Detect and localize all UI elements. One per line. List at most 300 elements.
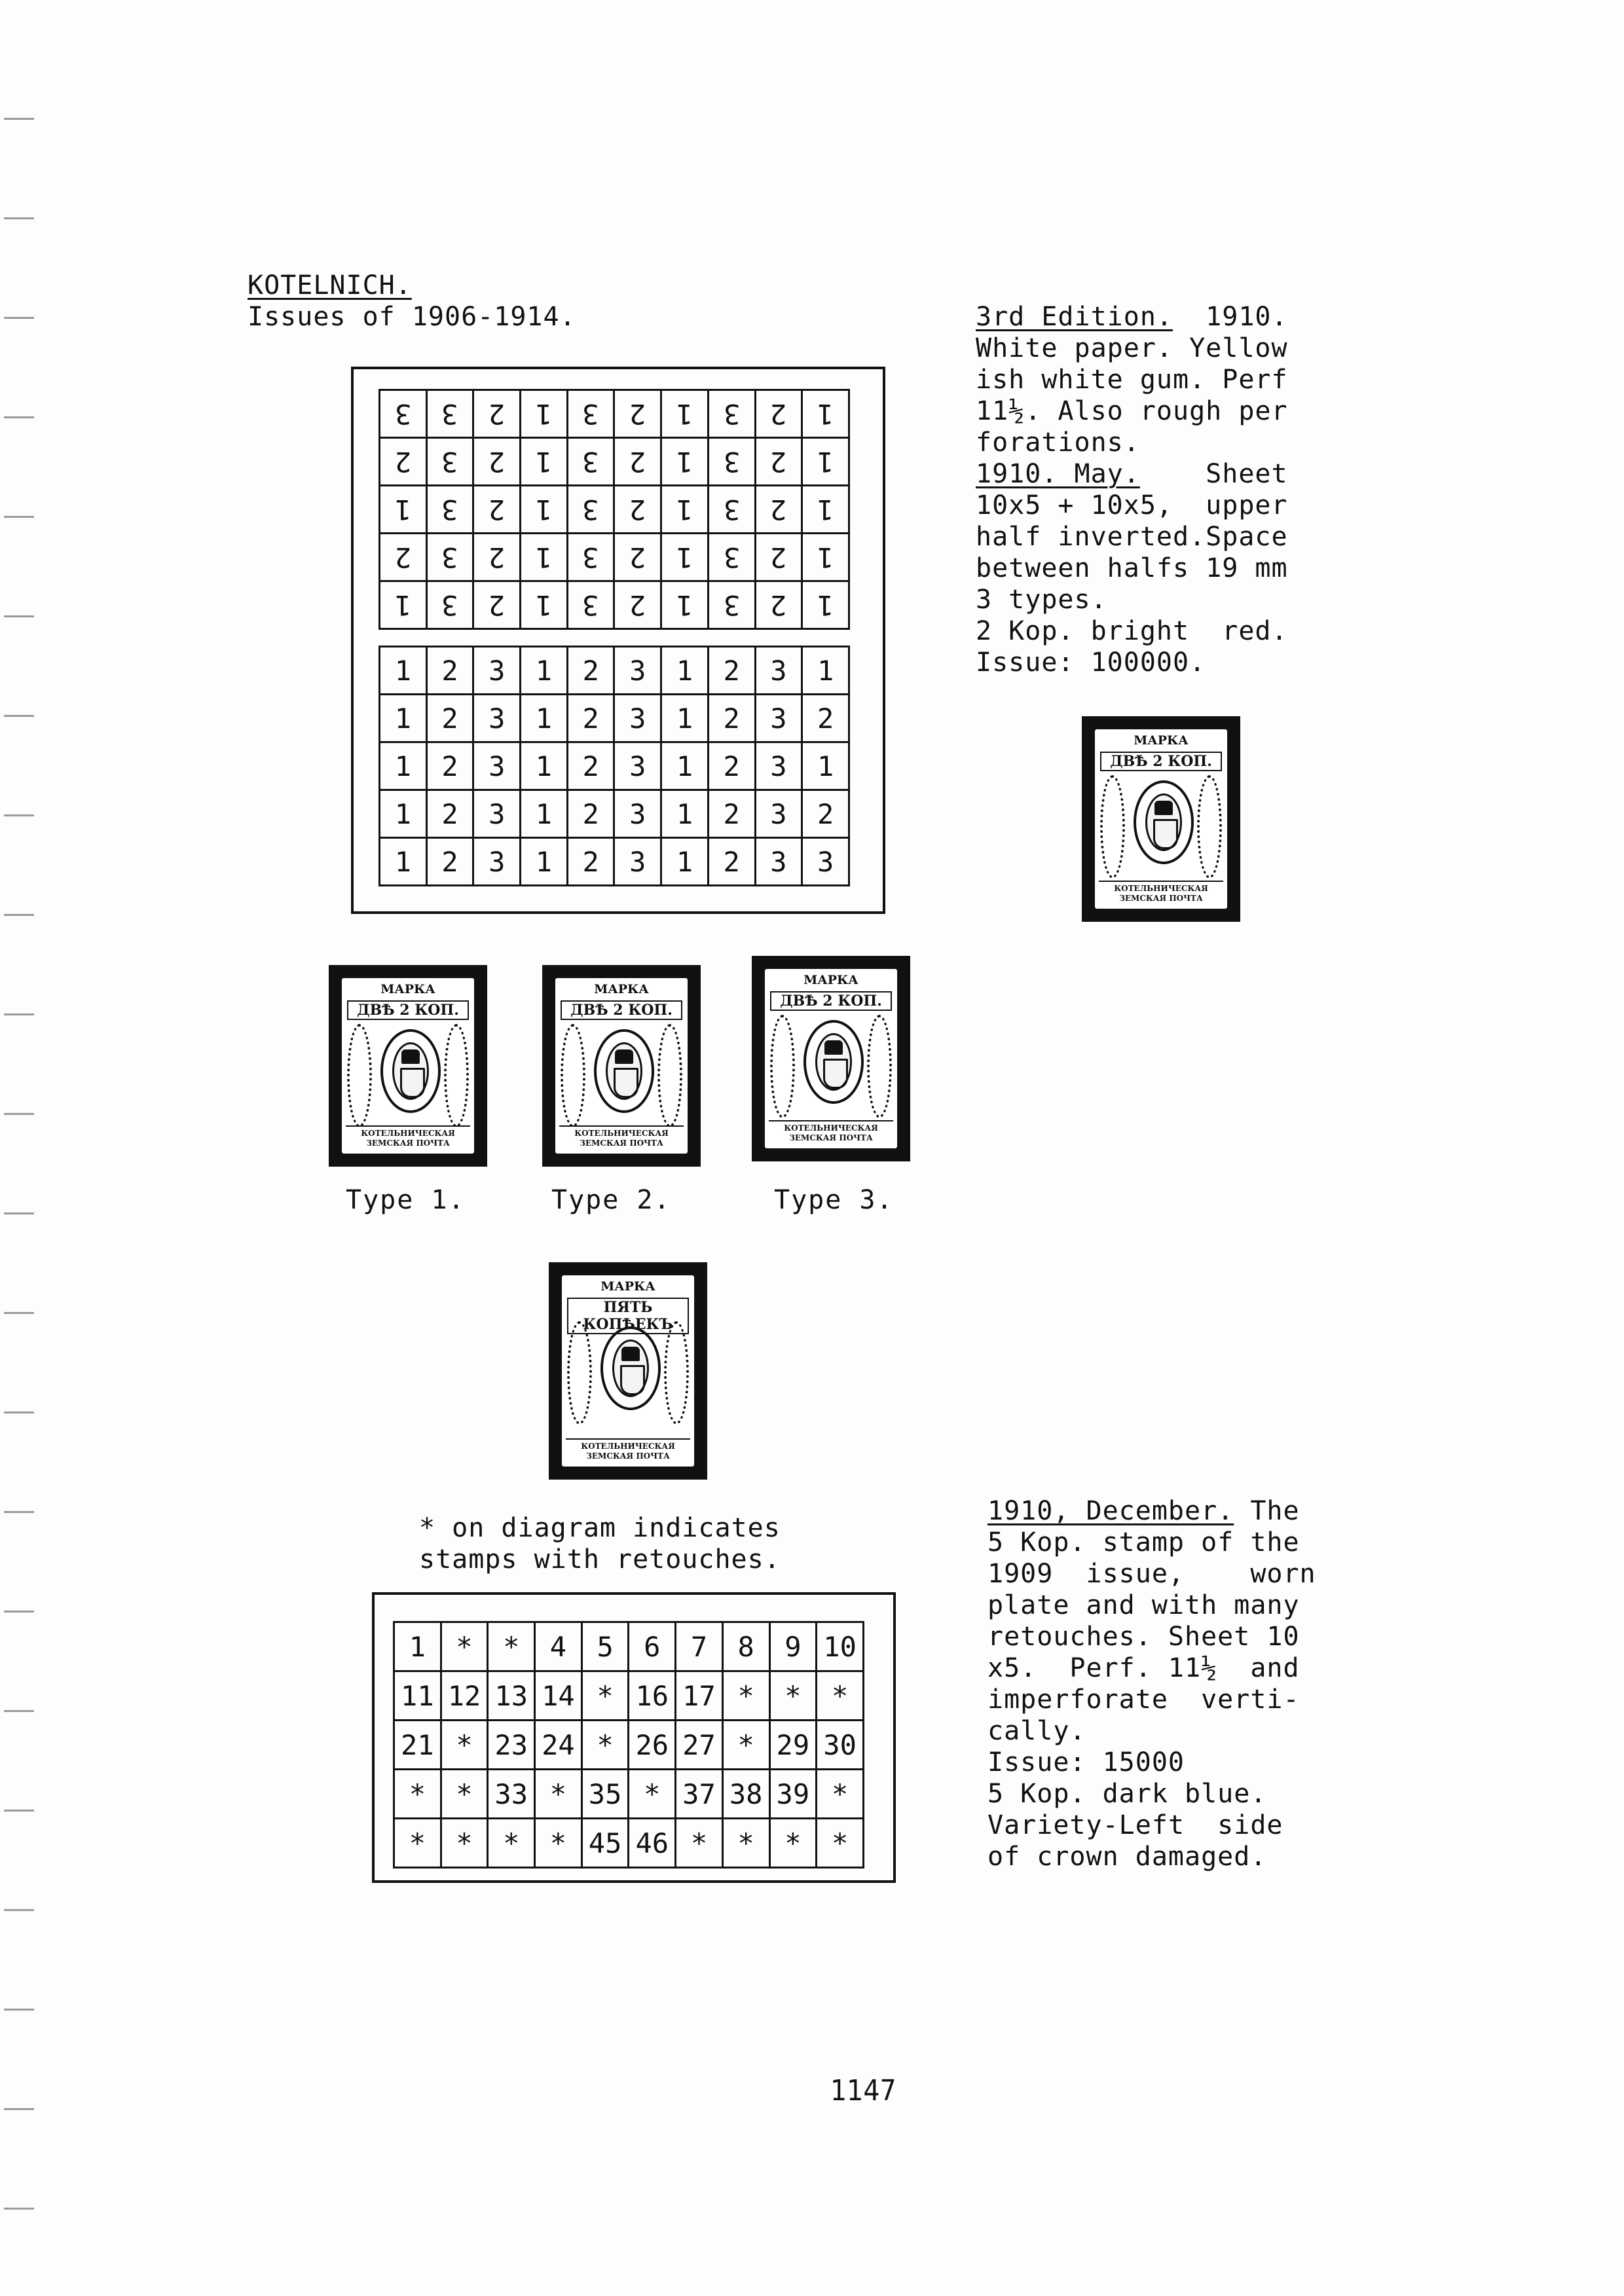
upper-sheet-cell [755, 534, 802, 581]
stamp-panel [763, 967, 899, 1150]
binding-mark [4, 2208, 34, 2210]
lower-sheet-cell-value: 1 [394, 845, 411, 878]
retouch-cell [488, 1622, 535, 1671]
lower-sheet-cell-value: 1 [394, 702, 411, 735]
stamp-bottom-label [1099, 881, 1223, 903]
lower-sheet-cell-value: 2 [441, 654, 458, 687]
upper-sheet-cell-value: 3 [723, 397, 740, 430]
retouch-cell [769, 1721, 817, 1770]
upper-sheet-cell-value: 2 [489, 493, 506, 526]
section1-heading: 3rd Edition. [976, 302, 1173, 332]
upper-sheet-cell-value: 1 [394, 589, 411, 621]
retouch-cell-value: 10 [823, 1630, 857, 1663]
lower-sheet-cell [802, 647, 849, 695]
lower-sheet-row [380, 790, 849, 838]
upper-sheet-cell [755, 390, 802, 438]
retouch-cell [535, 1671, 582, 1721]
lower-sheet-cell [708, 742, 755, 790]
retouch-cell [394, 1622, 441, 1671]
retouch-cell-value: * [409, 1827, 426, 1859]
lower-sheet-cell [708, 790, 755, 838]
upper-sheet-cell [614, 581, 661, 629]
stamp-top-label: МАРКА [380, 982, 435, 996]
stamp-bottom-line-1: КОТЕЛЬНИЧЕСКАЯ [1114, 884, 1208, 893]
stamp-oval-inner [1145, 793, 1182, 851]
upper-sheet-cell [802, 534, 849, 581]
upper-sheet-cell-value: 2 [394, 445, 411, 478]
retouch-cell [535, 1819, 582, 1868]
upper-sheet-cell [380, 534, 427, 581]
retouch-cell-value: * [456, 1827, 473, 1859]
retouch-cell-value: 8 [737, 1630, 754, 1663]
upper-sheet-cell [473, 581, 521, 629]
retouch-cell [722, 1770, 769, 1819]
stamp-panel [1093, 727, 1229, 911]
lower-sheet-cell-value: 1 [676, 845, 693, 878]
section1-line-7: half inverted.Space [976, 522, 1288, 552]
lower-sheet-cell-value: 2 [582, 845, 599, 878]
crown-icon [615, 1049, 633, 1064]
retouch-cell-value: * [644, 1777, 661, 1810]
crown-icon [1154, 801, 1173, 815]
retouch-cell-value: 16 [635, 1679, 669, 1712]
retouch-cell-value: 6 [644, 1630, 661, 1663]
stamp-left-ornament [347, 1024, 372, 1127]
retouch-cell-value: * [597, 1728, 614, 1761]
retouch-cell [676, 1770, 723, 1819]
section2-heading-line [987, 1495, 1300, 1527]
stamp-value-label: ДВѢ 2 КОП. [1100, 752, 1222, 771]
upper-sheet-cell-value: 3 [394, 397, 411, 430]
upper-sheet-cell-value: 3 [441, 589, 458, 621]
lower-sheet-cell [473, 742, 521, 790]
lower-sheet-cell-value: 1 [817, 750, 834, 782]
retouch-cell [581, 1721, 629, 1770]
retouch-cell-value: 1 [409, 1630, 426, 1663]
retouch-cell [581, 1671, 629, 1721]
stamp-type-2 [542, 965, 701, 1167]
upper-sheet-cell [708, 581, 755, 629]
upper-sheet-cell [755, 581, 802, 629]
stamp-bottom-line-2: ЗЕМСКАЯ ПОЧТА [789, 1133, 873, 1142]
lower-sheet-cell [380, 647, 427, 695]
stamp-panel [340, 976, 476, 1156]
retouch-cell [676, 1819, 723, 1868]
upper-sheet-cell [567, 486, 614, 534]
binding-mark [4, 1810, 34, 1812]
binding-mark [4, 1710, 34, 1712]
upper-sheet-cell [521, 486, 568, 534]
lower-sheet-cell-value: 3 [489, 702, 506, 735]
crown-icon [621, 1347, 640, 1361]
stamp-bottom-label [566, 1438, 690, 1461]
lower-sheet-cell-value: 3 [817, 845, 834, 878]
upper-sheet-cell-value: 2 [770, 445, 787, 478]
stamp-top-label: МАРКА [600, 1279, 655, 1294]
section1-line-6: 10x5 + 10x5, upper [976, 490, 1288, 520]
lower-sheet-cell-value: 1 [676, 702, 693, 735]
stamp-bottom-line-1: КОТЕЛЬНИЧЕСКАЯ [574, 1129, 669, 1138]
retouch-cell [394, 1721, 441, 1770]
stamp-bottom-line-2: ЗЕМСКАЯ ПОЧТА [586, 1451, 670, 1461]
retouch-cell-value: 24 [542, 1728, 575, 1761]
stamp-bottom-line-2: ЗЕМСКАЯ ПОЧТА [1119, 894, 1203, 903]
retouch-cell [629, 1622, 676, 1671]
binding-mark [4, 1312, 34, 1314]
lower-sheet-cell [661, 695, 709, 742]
type-2-caption: Type 2. [551, 1185, 671, 1215]
upper-sheet-row [380, 581, 849, 629]
stamp-bottom-label [346, 1125, 470, 1148]
lower-sheet-cell [426, 695, 473, 742]
lower-sheet-row [380, 838, 849, 886]
upper-sheet-cell-value: 2 [770, 589, 787, 621]
upper-sheet-cell [802, 486, 849, 534]
upper-sheet-cell [567, 438, 614, 486]
retouch-cell [581, 1770, 629, 1819]
stamp-type-3 [752, 956, 910, 1161]
lower-sheet-cell [521, 790, 568, 838]
lower-sheet-row [380, 647, 849, 695]
retouch-cell [817, 1770, 864, 1819]
stamp-left-ornament [561, 1024, 585, 1127]
lower-sheet-cell-value: 3 [489, 750, 506, 782]
upper-sheet-cell [567, 581, 614, 629]
upper-sheet-cell [473, 438, 521, 486]
lower-sheet-cell [473, 838, 521, 886]
section1-line-2: ish white gum. Perf [976, 365, 1288, 395]
lower-sheet-cell [755, 695, 802, 742]
upper-sheet-cell [661, 438, 709, 486]
retouch-cell-value: * [503, 1827, 520, 1859]
lower-sheet-cell [614, 838, 661, 886]
lower-sheet-cell [426, 647, 473, 695]
upper-sheet-cell-value: 1 [535, 493, 553, 526]
shield-icon [400, 1068, 425, 1098]
lower-sheet-cell [661, 742, 709, 790]
stamp-oval [803, 1020, 864, 1104]
upper-sheet-cell-value: 2 [770, 493, 787, 526]
lower-sheet-cell [473, 695, 521, 742]
retouch-cell [535, 1721, 582, 1770]
retouch-cell [769, 1819, 817, 1868]
retouch-cell-value: 5 [597, 1630, 614, 1663]
retouch-cell [722, 1622, 769, 1671]
upper-sheet-cell-value: 1 [676, 589, 693, 621]
retouch-cell-value: 23 [494, 1728, 528, 1761]
upper-sheet-cell [708, 534, 755, 581]
lower-sheet-cell [755, 838, 802, 886]
stamp-type-1 [329, 965, 487, 1167]
upper-sheet-cell-value: 2 [629, 541, 646, 574]
type-3-caption: Type 3. [774, 1185, 894, 1215]
lower-sheet-cell [380, 742, 427, 790]
upper-sheet-cell [755, 486, 802, 534]
shield-icon [1153, 819, 1178, 849]
upper-sheet-cell-value: 3 [582, 541, 599, 574]
upper-sheet-cell [614, 438, 661, 486]
lower-sheet-row [380, 742, 849, 790]
retouch-cell [769, 1622, 817, 1671]
upper-sheet-cell-value: 1 [394, 493, 411, 526]
retouch-cell-value: 26 [635, 1728, 669, 1761]
upper-sheet-cell [614, 390, 661, 438]
retouch-cell [535, 1622, 582, 1671]
binding-mark [4, 2108, 34, 2110]
retouch-cell-value: * [690, 1827, 708, 1859]
lower-sheet-cell-value: 1 [535, 845, 553, 878]
retouch-cell-value: 39 [776, 1777, 810, 1810]
section1-line-1: White paper. Yellow [976, 333, 1288, 363]
lower-sheet-cell-value: 2 [441, 845, 458, 878]
upper-sheet-row [380, 438, 849, 486]
retouch-cell [441, 1671, 488, 1721]
retouch-cell-value: * [831, 1777, 849, 1810]
retouch-cell-value: 14 [542, 1679, 575, 1712]
lower-sheet-cell [567, 838, 614, 886]
retouch-cell-value: * [597, 1679, 614, 1712]
lower-sheet-cell-value: 2 [582, 750, 599, 782]
retouch-note-line-1: * on diagram indicates [419, 1513, 781, 1543]
retouch-row [394, 1622, 864, 1671]
lower-sheet-cell-value: 3 [629, 845, 646, 878]
upper-sheet-cell [473, 390, 521, 438]
section2-first-word: The [1250, 1496, 1300, 1526]
section2-line-5: x5. Perf. 11½ and [987, 1653, 1300, 1683]
section1-line-4: forations. [976, 428, 1140, 458]
sheet-lower-half [378, 646, 850, 886]
lower-sheet-cell [614, 742, 661, 790]
stamp-bottom-line-2: ЗЕМСКАЯ ПОЧТА [580, 1139, 663, 1148]
stamp-bottom-label [769, 1120, 893, 1143]
binding-mark [4, 118, 34, 120]
lower-sheet-cell [567, 647, 614, 695]
stamp-oval-inner [392, 1042, 429, 1100]
lower-sheet-cell [802, 742, 849, 790]
upper-sheet-cell-value: 3 [441, 493, 458, 526]
retouch-cell [629, 1721, 676, 1770]
lower-sheet-cell-value: 1 [676, 797, 693, 830]
lower-sheet-cell [661, 790, 709, 838]
retouch-cell [722, 1721, 769, 1770]
upper-sheet-cell-value: 1 [535, 397, 553, 430]
lower-sheet-cell [614, 647, 661, 695]
upper-sheet-cell-value: 3 [582, 493, 599, 526]
lower-sheet-row [380, 695, 849, 742]
upper-sheet-cell-value: 2 [770, 397, 787, 430]
retouch-cell-value: 29 [776, 1728, 810, 1761]
upper-sheet-cell [567, 390, 614, 438]
binding-mark [4, 814, 34, 816]
retouch-cell-value: * [456, 1630, 473, 1663]
upper-sheet-cell [426, 486, 473, 534]
upper-sheet-cell-value: 1 [676, 397, 693, 430]
lower-sheet-cell-value: 2 [817, 702, 834, 735]
retouch-cell-value: 30 [823, 1728, 857, 1761]
retouch-cell [817, 1622, 864, 1671]
upper-sheet-cell-value: 2 [629, 589, 646, 621]
binding-mark [4, 1511, 34, 1513]
upper-sheet-cell [521, 581, 568, 629]
lower-sheet-cell [380, 790, 427, 838]
upper-sheet-cell [521, 390, 568, 438]
lower-sheet-cell-value: 2 [723, 654, 740, 687]
section2-line-8: Issue: 15000 [987, 1747, 1185, 1777]
retouch-cell [488, 1671, 535, 1721]
section2-line-9: 5 Kop. dark blue. [987, 1779, 1267, 1809]
lower-sheet-cell-value: 1 [535, 750, 553, 782]
retouch-row [394, 1721, 864, 1770]
upper-sheet-cell-value: 1 [535, 445, 553, 478]
lower-sheet-cell-value: 3 [770, 702, 787, 735]
upper-sheet-cell [614, 534, 661, 581]
lower-sheet-cell-value: 2 [723, 845, 740, 878]
retouch-cell [817, 1721, 864, 1770]
crown-icon [401, 1049, 420, 1064]
upper-sheet-cell-value: 1 [676, 445, 693, 478]
lower-sheet-cell-value: 1 [394, 797, 411, 830]
lower-sheet-cell [802, 790, 849, 838]
lower-sheet-cell [426, 742, 473, 790]
retouch-cell-value: * [409, 1777, 426, 1810]
retouch-cell [581, 1819, 629, 1868]
stamp-right-ornament [444, 1024, 469, 1127]
lower-sheet-cell-value: 2 [723, 702, 740, 735]
upper-sheet-cell-value: 1 [817, 445, 834, 478]
upper-sheet-cell-value: 3 [441, 541, 458, 574]
shield-icon [614, 1068, 638, 1098]
upper-sheet-cell [473, 486, 521, 534]
stamp-left-ornament [1100, 775, 1125, 879]
upper-sheet-cell [426, 438, 473, 486]
section1-subheading: 1910. May. [976, 459, 1140, 489]
section2-line-10: Variety-Left side [987, 1810, 1283, 1840]
stamp-value-label: ДВѢ 2 КОП. [561, 1000, 682, 1020]
binding-mark [4, 1611, 34, 1613]
page-number: 1147 [830, 2074, 896, 2107]
stamp-right-ornament [664, 1321, 689, 1425]
section2-line-11: of crown damaged. [987, 1842, 1267, 1872]
retouch-cell [676, 1622, 723, 1671]
retouch-cell-value: 9 [784, 1630, 802, 1663]
retouch-row [394, 1671, 864, 1721]
stamp-bottom-line-1: КОТЕЛЬНИЧЕСКАЯ [784, 1123, 878, 1133]
retouch-cell [769, 1671, 817, 1721]
lower-sheet-cell-value: 1 [817, 654, 834, 687]
stamp-top-label: МАРКА [803, 973, 858, 987]
retouch-cell-value: * [549, 1827, 567, 1859]
upper-sheet-cell-value: 1 [817, 589, 834, 621]
retouch-cell [394, 1671, 441, 1721]
retouch-cell-value: * [831, 1827, 849, 1859]
upper-sheet-cell-value: 3 [723, 541, 740, 574]
lower-sheet-cell-value: 2 [723, 750, 740, 782]
section2-line-4: retouches. Sheet 10 [987, 1622, 1300, 1652]
lower-sheet-cell [755, 790, 802, 838]
retouch-cell [769, 1770, 817, 1819]
lower-sheet-cell [567, 742, 614, 790]
stamp-oval-inner [606, 1042, 642, 1100]
shield-icon [823, 1059, 848, 1089]
lower-sheet-cell [755, 742, 802, 790]
retouch-cell [441, 1819, 488, 1868]
retouch-cell-value: * [456, 1728, 473, 1761]
lower-sheet-cell [521, 695, 568, 742]
binding-mark [4, 1909, 34, 1911]
retouch-note-line-2: stamps with retouches. [419, 1544, 781, 1575]
upper-sheet-cell [661, 486, 709, 534]
stamp-oval-inner [612, 1339, 649, 1397]
retouch-cell [488, 1721, 535, 1770]
lower-sheet-cell-value: 3 [489, 845, 506, 878]
section1-line-10: 2 Kop. bright red. [976, 616, 1288, 646]
section2-line-2: 1909 issue, worn [987, 1559, 1316, 1589]
lower-sheet-cell-value: 2 [441, 797, 458, 830]
upper-sheet-cell-value: 2 [489, 589, 506, 621]
stamp-top-label: МАРКА [594, 982, 649, 996]
upper-sheet-cell-value: 3 [441, 397, 458, 430]
upper-sheet-cell-value: 3 [582, 445, 599, 478]
retouch-cell-value: * [737, 1728, 754, 1761]
upper-sheet-cell-value: 2 [489, 541, 506, 574]
upper-sheet-cell-value: 1 [817, 493, 834, 526]
upper-sheet-cell [802, 438, 849, 486]
upper-sheet-cell-value: 1 [535, 541, 553, 574]
retouch-cell [394, 1819, 441, 1868]
lower-sheet-cell [708, 695, 755, 742]
retouch-row [394, 1770, 864, 1819]
section1-heading-line [976, 301, 1288, 333]
retouch-cell [676, 1671, 723, 1721]
retouch-cell [488, 1770, 535, 1819]
upper-sheet-cell [661, 581, 709, 629]
upper-sheet-cell-value: 3 [582, 397, 599, 430]
retouch-cell [535, 1770, 582, 1819]
retouch-cell-value: 46 [635, 1827, 669, 1859]
stamp-top-label: МАРКА [1134, 733, 1189, 748]
upper-sheet-row [380, 534, 849, 581]
stamp-bottom-line-1: КОТЕЛЬНИЧЕСКАЯ [581, 1442, 675, 1451]
retouch-cell-value: * [831, 1679, 849, 1712]
upper-sheet-cell [473, 534, 521, 581]
upper-sheet-cell [380, 581, 427, 629]
retouch-cell-value: 12 [447, 1679, 481, 1712]
lower-sheet-cell-value: 2 [582, 654, 599, 687]
retouch-cell-value: 17 [682, 1679, 716, 1712]
binding-mark [4, 615, 34, 617]
lower-sheet-cell [473, 647, 521, 695]
section1-line-11: Issue: 100000. [976, 647, 1206, 678]
lower-sheet-cell [661, 647, 709, 695]
section2-line-6: imperforate verti- [987, 1685, 1300, 1715]
upper-sheet-cell [614, 486, 661, 534]
retouch-cell [441, 1721, 488, 1770]
upper-sheet-cell [708, 438, 755, 486]
type-1-caption: Type 1. [346, 1185, 466, 1215]
retouch-cell-value: * [737, 1827, 754, 1859]
lower-sheet-cell [708, 838, 755, 886]
upper-sheet-cell [661, 534, 709, 581]
lower-sheet-cell-value: 1 [535, 654, 553, 687]
stamp-right-ornament [867, 1015, 892, 1118]
retouch-cell-value: * [503, 1630, 520, 1663]
upper-sheet-cell-value: 3 [723, 493, 740, 526]
lower-sheet-cell-value: 2 [582, 797, 599, 830]
stamp-value-label: ПЯТЬ КОПѢЕКЪ [567, 1298, 689, 1334]
section2-line-3: plate and with many [987, 1590, 1300, 1620]
upper-sheet-cell-value: 1 [535, 589, 553, 621]
lower-sheet-cell-value: 2 [441, 750, 458, 782]
